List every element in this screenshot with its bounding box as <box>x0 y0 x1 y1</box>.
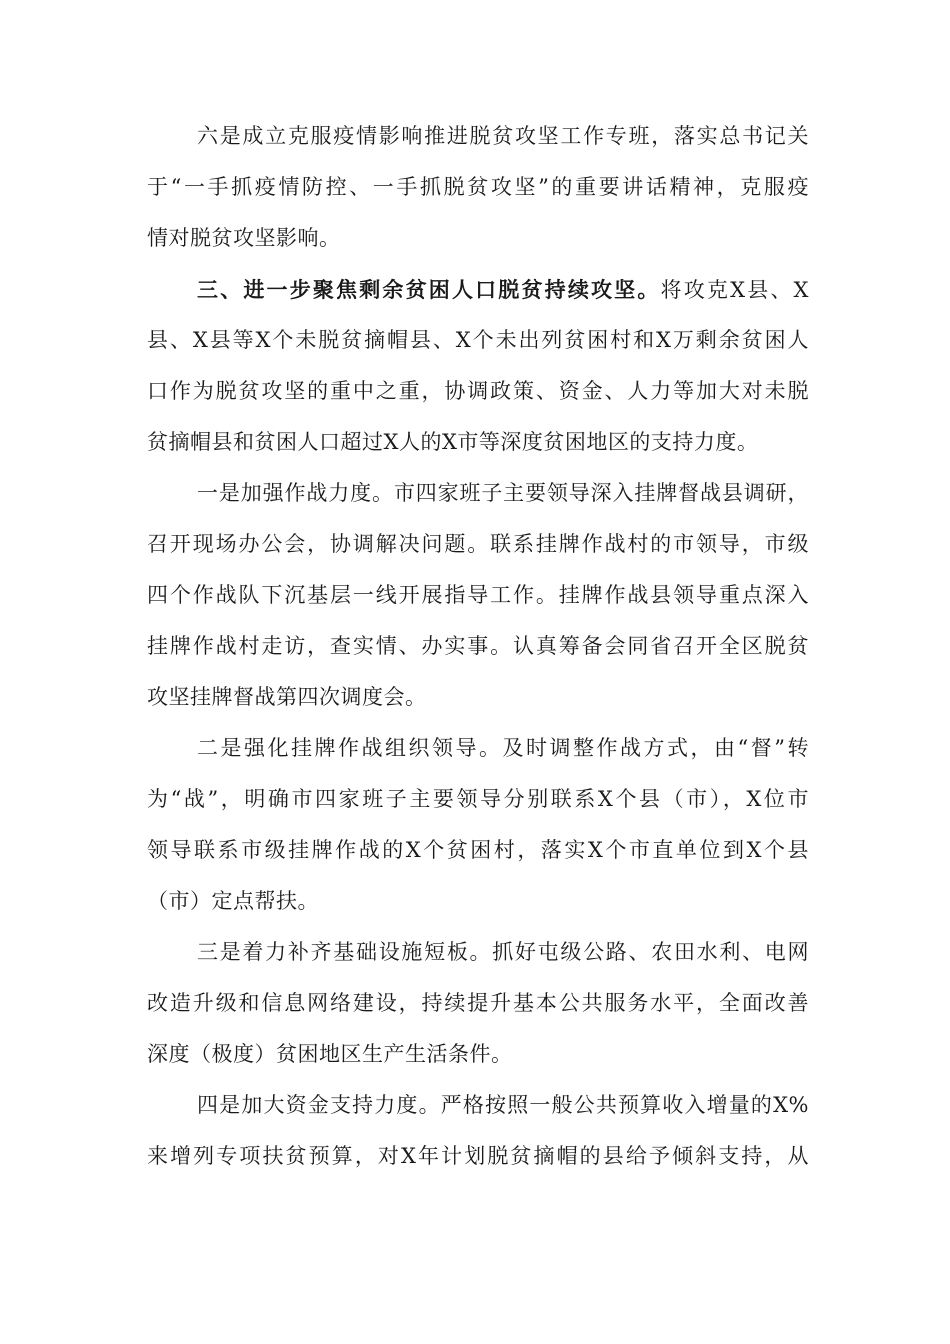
text-line: 二是强化挂牌作战组织领导。及时调整作战方式，由“督”转 <box>197 736 809 760</box>
text-line: 深度（极度）贫困地区生产生活条件。 <box>147 1042 513 1066</box>
paragraph-three <box>147 927 809 1080</box>
text-line: 改造升级和信息网络建设，持续提升基本公共服务水平，全面改善 <box>147 991 809 1015</box>
text-line: 挂牌作战村走访，查实情、办实事。认真筹备会同省召开全区脱贫 <box>147 634 809 658</box>
text-line: 召开现场办公会，协调解决问题。联系挂牌作战村的市领导，市级 <box>147 532 809 556</box>
text-line: 来增列专项扶贫预算，对X年计划脱贫摘帽的县给予倾斜支持，从 <box>147 1144 809 1168</box>
section-heading: 三、进一步聚焦剩余贫困人口脱贫持续攻坚。 <box>197 277 661 302</box>
text-line: 一是加强作战力度。市四家班子主要领导深入挂牌督战县调研， <box>197 481 809 505</box>
text-line: 六是成立克服疫情影响推进脱贫攻坚工作专班，落实总书记关 <box>197 124 809 148</box>
text-line: 攻坚挂牌督战第四次调度会。 <box>147 685 427 709</box>
text-line: 县、X县等X个未脱贫摘帽县、X个未出列贫困村和X万剩余贫困人 <box>147 328 809 352</box>
heading-continuation: 将攻克X县、X <box>660 278 810 302</box>
text-line: （市）定点帮扶。 <box>147 889 319 913</box>
text-line: 为“战”，明确市四家班子主要领导分别联系X个县（市），X位市 <box>147 787 809 811</box>
paragraph-one <box>147 468 809 723</box>
text-line: 四是加大资金支持力度。严格按照一般公共预算收入增量的X% <box>197 1093 809 1117</box>
text-line: 贫摘帽县和贫困人口超过X人的X市等深度贫困地区的支持力度。 <box>147 430 759 454</box>
text-line: 三是着力补齐基础设施短板。抓好屯级公路、农田水利、电网 <box>197 940 809 964</box>
text-line: 四个作战队下沉基层一线开展指导工作。挂牌作战县领导重点深入 <box>147 583 809 607</box>
text-line <box>147 264 809 315</box>
text-line: 口作为脱贫攻坚的重中之重，协调政策、资金、人力等加大对未脱 <box>147 379 809 403</box>
text-line: 情对脱贫攻坚影响。 <box>147 226 341 250</box>
paragraph-four <box>147 1080 809 1182</box>
paragraph-six <box>147 111 809 264</box>
text-line: 领导联系市级挂牌作战的X个贫困村，落实X个市直单位到X个县 <box>147 838 809 862</box>
section-three-paragraph <box>147 264 809 468</box>
paragraph-two <box>147 723 809 927</box>
document-body <box>147 111 809 1182</box>
text-line: 于“一手抓疫情防控、一手抓脱贫攻坚”的重要讲话精神，克服疫 <box>147 175 809 199</box>
